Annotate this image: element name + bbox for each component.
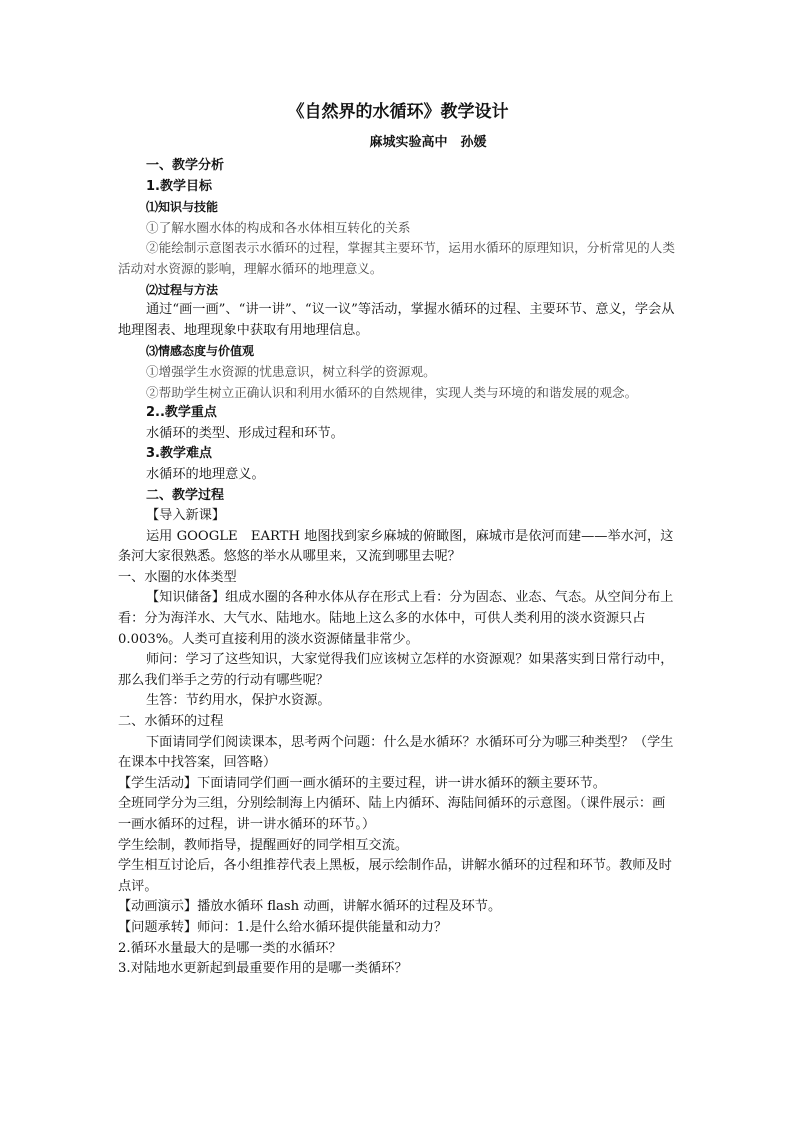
paragraph: 3.对陆地水更新起到最重要作用的是哪一类循环？ [118, 961, 408, 977]
paragraph: 通过“画一画”、“讲一讲”、“议一议”等活动，掌握水循环的过程、主要环节、意义，学会从地理图表、地理现象中获取有用地理信息。 [118, 302, 675, 338]
paragraph: 师问：学习了这些知识，大家觉得我们应该树立怎样的水资源观？如果落实到日常行动中，那么我们举手之劳的行动有哪些呢？ [118, 652, 674, 688]
paragraph: 运用 GOOGLE EARTH 地图找到家乡麻城的俯瞰图，麻城市是依河而建——举水河，这条河大家很熟悉。悠悠的举水从哪里来，又流到哪里去呢？ [118, 528, 674, 565]
document-page [118, 100, 678, 980]
paragraph: 【问题承转】师问：1.是什么给水循环提供能量和动力？ [118, 919, 448, 935]
subsection-heading: ⑵过程与方法 [146, 282, 219, 297]
section-heading: 二、教学过程 [146, 487, 225, 503]
paragraph: 学生绘制，教师指导，提醒画好的同学相互交流。 [118, 837, 409, 853]
paragraph: 水循环的类型、形成过程和环节。 [146, 425, 344, 441]
paragraph: 全班同学分为三组，分别绘制海上内循环、陆上内循环、海陆间循环的示意图。（课件展示：画一画水循环的过程，讲一讲水循环的环节。） [118, 796, 666, 832]
paragraph: ②能绘制示意图表示水循环的过程，掌握其主要环节，运用水循环的原理知识，分析常见的人类活动对水资源的影响，理解水循环的地理意义。 [118, 240, 675, 276]
paragraph: 下面请同学们阅读课本，思考两个问题：什么是水循环？水循环可分为哪三种类型？（学生在课本中找答案，回答略） [118, 734, 674, 771]
paragraph: 【知识储备】组成水圈的各种水体从存在形式上看：分为固态、业态、气态。从空间分布上看：分为海洋水、大气水、陆地水。陆地上这么多的水体中，可供人类利用的淡水资源只占 0.003%。人类可直接利用的淡水资源储量非常少。 [118, 590, 674, 647]
paragraph: 【动画演示】播放水循环 flash 动画，讲解水循环的过程及环节。 [118, 899, 502, 915]
document-author: 麻城实验高中 孙媛 [369, 135, 487, 150]
subsection-heading: ⑴知识与技能 [146, 200, 219, 215]
subsection-heading: 2..教学重点 [146, 405, 217, 421]
subsection-heading: 3.教学难点 [146, 446, 212, 462]
paragraph: 2.循环水量最大的是哪一类的水循环？ [118, 940, 342, 956]
paragraph: 生答：节约用水，保护水资源。 [146, 693, 331, 709]
paragraph: 【导入新课】 [146, 508, 226, 524]
section-heading: 一、水圈的水体类型 [118, 569, 237, 585]
paragraph: 水循环的地理意义。 [146, 466, 265, 482]
paragraph: 【学生活动】下面请同学们画一画水循环的主要过程，讲一讲水循环的额主要环节。 [118, 775, 606, 791]
paragraph: 学生相互讨论后，各小组推荐代表上黑板，展示绘制作品，讲解水循环的过程和环节。教师及时点评。 [118, 858, 672, 894]
paragraph: ②帮助学生树立正确认识和利用水循环的自然规律，实现人类与环境的和谐发展的观念。 [146, 384, 638, 400]
paragraph: ①增强学生水资源的忧患意识，树立科学的资源观。 [146, 363, 436, 379]
subsection-heading: ⑶情感态度与价值观 [146, 344, 255, 359]
subsection-heading: 1.教学目标 [146, 178, 212, 194]
paragraph: ①了解水圈水体的构成和各水体相互转化的关系 [146, 219, 411, 235]
section-heading: 二、水循环的过程 [118, 714, 224, 730]
document-title: 《自然界的水循环》教学设计 [287, 102, 509, 122]
section-heading: 一、教学分析 [146, 158, 225, 173]
